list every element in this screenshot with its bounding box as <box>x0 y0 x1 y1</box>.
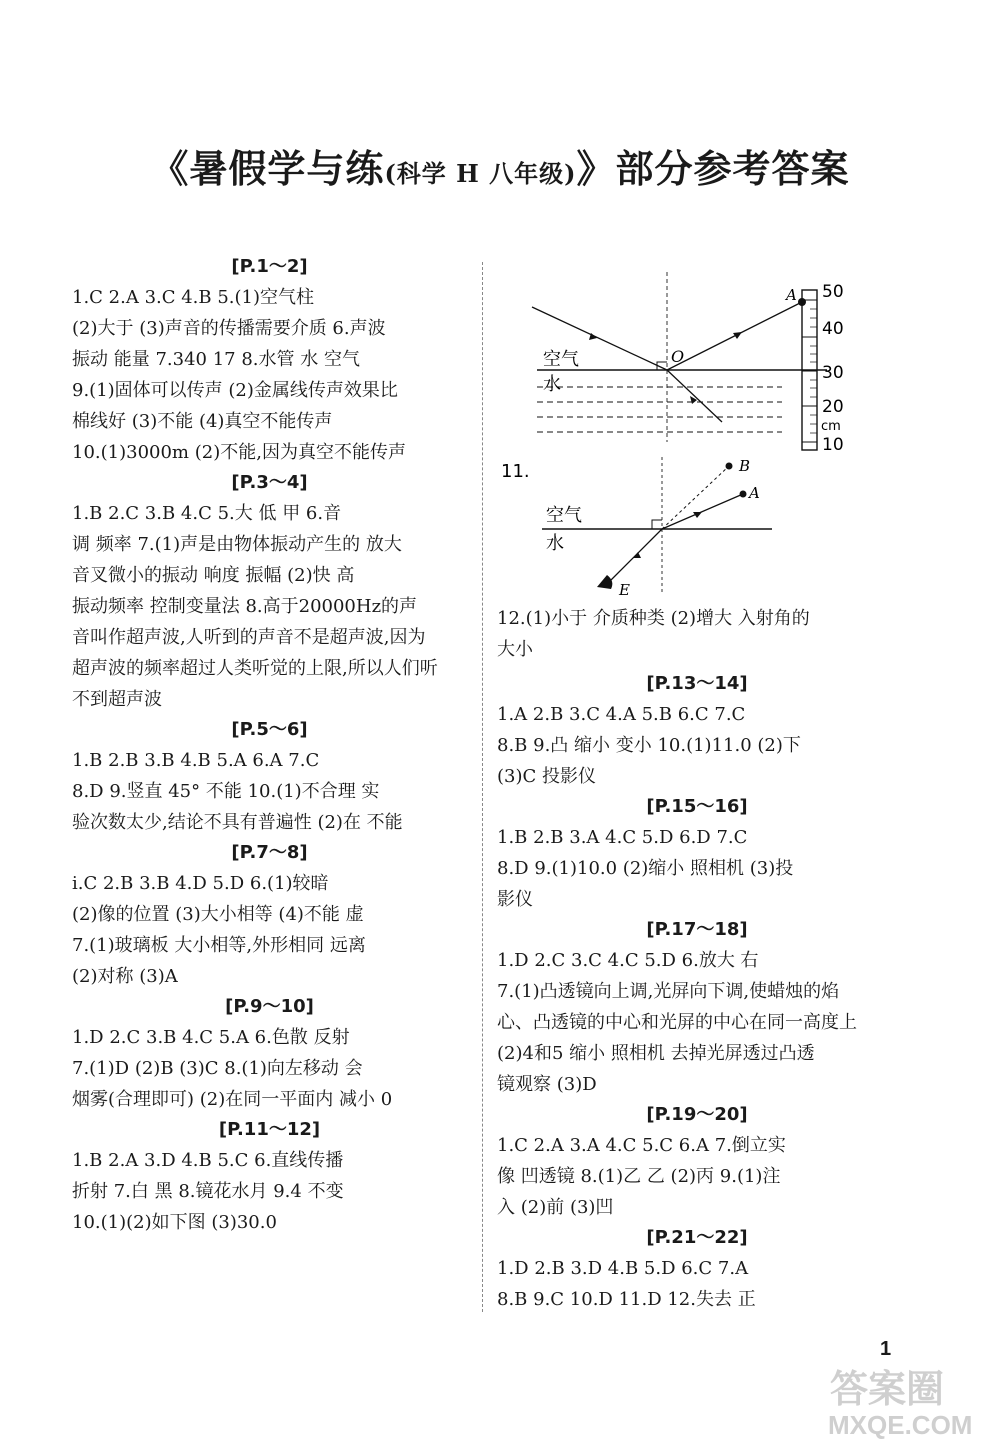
answer-section <box>497 1223 897 1315</box>
figure-refraction-eye <box>497 457 897 597</box>
fig1-tick-50: 50 <box>822 282 844 302</box>
fig2-water-label: 水 <box>546 533 564 554</box>
answer-line: 音叉微小的振动 响度 振幅 (2)快 高 <box>72 565 355 586</box>
section-page-range: [P.15～16] <box>646 796 748 817</box>
fig1-point-o: O <box>671 347 685 366</box>
answer-section <box>72 1115 467 1238</box>
fig2-point-e: E <box>619 581 630 597</box>
answer-section <box>497 792 897 915</box>
right-answers-top <box>497 603 897 665</box>
right-column <box>497 252 897 1315</box>
section-page-range: [P.11～12] <box>218 1119 321 1140</box>
answer-section <box>72 252 467 468</box>
answer-line: 9.(1)固体可以传声 (2)金属线传声效果比 <box>72 380 398 401</box>
title-main-1: 《暑假学与练 <box>150 146 385 191</box>
right-answers <box>497 669 897 1315</box>
answer-line: 1.D 2.C 3.B 4.C 5.A 6.色散 反射 <box>72 1027 350 1048</box>
answer-line: 调 频率 7.(1)声是由物体振动产生的 放大 <box>72 534 402 555</box>
answer-line: 像 凹透镜 8.(1)乙 乙 (2)丙 9.(1)注 <box>497 1166 781 1187</box>
answer-line: 1.C 2.A 3.A 4.C 5.C 6.A 7.倒立实 <box>497 1135 786 1156</box>
page-number: 1 <box>880 1338 892 1360</box>
answer-line: 7.(1)D (2)B (3)C 8.(1)向左移动 会 <box>72 1058 363 1079</box>
answer-line: i.C 2.B 3.B 4.D 5.D 6.(1)较暗 <box>72 873 329 894</box>
section-page-range: [P.3～4] <box>231 472 308 493</box>
answer-line: 1.B 2.B 3.B 4.B 5.A 6.A 7.C <box>72 750 320 771</box>
section-page-range: [P.5～6] <box>231 719 308 740</box>
answer-line: (2)对称 (3)A <box>72 966 178 987</box>
figure-reflection-refraction <box>497 262 897 457</box>
answer-line: 大小 <box>497 639 533 660</box>
section-page-range: [P.19～20] <box>646 1104 748 1125</box>
watermark-logo <box>820 1360 995 1440</box>
answer-line: (2)大于 (3)声音的传播需要介质 6.声波 <box>72 318 386 339</box>
fig2-number: 11. <box>501 461 530 482</box>
section-page-range: [P.1～2] <box>231 256 308 277</box>
answer-line: 8.B 9.凸 缩小 变小 10.(1)11.0 (2)下 <box>497 735 801 756</box>
answer-line: 8.B 9.C 10.D 11.D 12.失去 正 <box>497 1289 756 1310</box>
watermark-top: 答案圈 <box>830 1367 945 1411</box>
title-subtitle: (科学 H 八年级) <box>384 159 577 188</box>
answer-section <box>497 669 897 792</box>
answer-line: 不到超声波 <box>72 689 162 710</box>
fig2-point-b: B <box>739 457 751 475</box>
section-page-range: [P.13～14] <box>646 673 748 694</box>
answer-line: 1.B 2.C 3.B 4.C 5.大 低 甲 6.音 <box>72 503 342 524</box>
answer-line: 8.D 9.竖直 45° 不能 10.(1)不合理 实 <box>72 781 380 802</box>
answer-line: (2)像的位置 (3)大小相等 (4)不能 虚 <box>72 904 364 925</box>
answer-line: 镜观察 (3)D <box>497 1074 597 1095</box>
answer-line: 棉线好 (3)不能 (4)真空不能传声 <box>72 411 333 432</box>
fig1-point-a: A <box>786 286 797 304</box>
answer-line: 折射 7.白 黑 8.镜花水月 9.4 不变 <box>72 1181 344 1202</box>
answer-section <box>72 468 467 715</box>
fig1-tick-40: 40 <box>822 319 844 339</box>
fig1-unit: cm <box>821 419 841 434</box>
answer-line: 1.C 2.A 3.C 4.B 5.(1)空气柱 <box>72 287 315 308</box>
answer-line: 验次数太少,结论不具有普遍性 (2)在 不能 <box>72 812 403 833</box>
answer-line: (2)4和5 缩小 照相机 去掉光屏透过凸透 <box>497 1043 815 1064</box>
answer-line: (3)C 投影仪 <box>497 766 596 787</box>
page-title <box>0 138 1000 193</box>
section-page-range: [P.21～22] <box>646 1227 748 1248</box>
watermark-bottom: MXQE.COM <box>828 1410 973 1440</box>
answer-section <box>497 603 897 665</box>
answer-line: 1.B 2.A 3.D 4.B 5.C 6.直线传播 <box>72 1150 344 1171</box>
answer-line: 1.D 2.B 3.D 4.B 5.D 6.C 7.A <box>497 1258 749 1279</box>
answer-line: 振动频率 控制变量法 8.高于20000Hz的声 <box>72 596 418 617</box>
answer-line: 10.(1)3000m (2)不能,因为真空不能传声 <box>72 442 406 463</box>
answer-line: 超声波的频率超过人类听觉的上限,所以人们听 <box>72 658 438 679</box>
answer-line: 1.A 2.B 3.C 4.A 5.B 6.C 7.C <box>497 704 746 725</box>
fig1-water-label: 水 <box>543 374 561 395</box>
answer-line: 8.D 9.(1)10.0 (2)缩小 照相机 (3)投 <box>497 858 794 879</box>
answer-line: 烟雾(合理即可) (2)在同一平面内 减小 0 <box>72 1089 393 1110</box>
answer-line: 影仪 <box>497 889 533 910</box>
fig1-tick-20: 20 <box>822 397 844 417</box>
column-divider <box>482 262 483 1312</box>
answer-line: 7.(1)凸透镜向上调,光屏向下调,使蜡烛的焰 <box>497 981 840 1002</box>
answer-section <box>72 838 467 992</box>
fig2-point-a: A <box>749 484 760 502</box>
answer-section <box>497 1100 897 1223</box>
section-page-range: [P.17～18] <box>646 919 748 940</box>
fig1-tick-10: 10 <box>822 435 844 455</box>
answer-line: 1.D 2.C 3.C 4.C 5.D 6.放大 右 <box>497 950 759 971</box>
fig2-air-label: 空气 <box>546 505 582 526</box>
answer-line: 7.(1)玻璃板 大小相等,外形相同 远离 <box>72 935 366 956</box>
left-column <box>72 252 467 1238</box>
fig1-tick-30: 30 <box>822 363 844 383</box>
answer-section <box>72 715 467 838</box>
title-main-2: 》部分参考答案 <box>576 146 850 191</box>
fig1-air-label: 空气 <box>543 349 579 370</box>
answer-line: 心、凸透镜的中心和光屏的中心在同一高度上 <box>497 1012 857 1033</box>
answer-line: 10.(1)(2)如下图 (3)30.0 <box>72 1212 277 1233</box>
answer-line: 1.B 2.B 3.A 4.C 5.D 6.D 7.C <box>497 827 748 848</box>
answer-line: 音叫作超声波,人听到的声音不是超声波,因为 <box>72 627 426 648</box>
answer-line: 12.(1)小于 介质种类 (2)增大 入射角的 <box>497 608 810 629</box>
answer-line: 入 (2)前 (3)凹 <box>497 1197 614 1218</box>
answer-line: 振动 能量 7.340 17 8.水管 水 空气 <box>72 349 360 370</box>
answer-section <box>497 915 897 1100</box>
section-page-range: [P.9～10] <box>225 996 314 1017</box>
answer-section <box>72 992 467 1115</box>
section-page-range: [P.7～8] <box>231 842 308 863</box>
